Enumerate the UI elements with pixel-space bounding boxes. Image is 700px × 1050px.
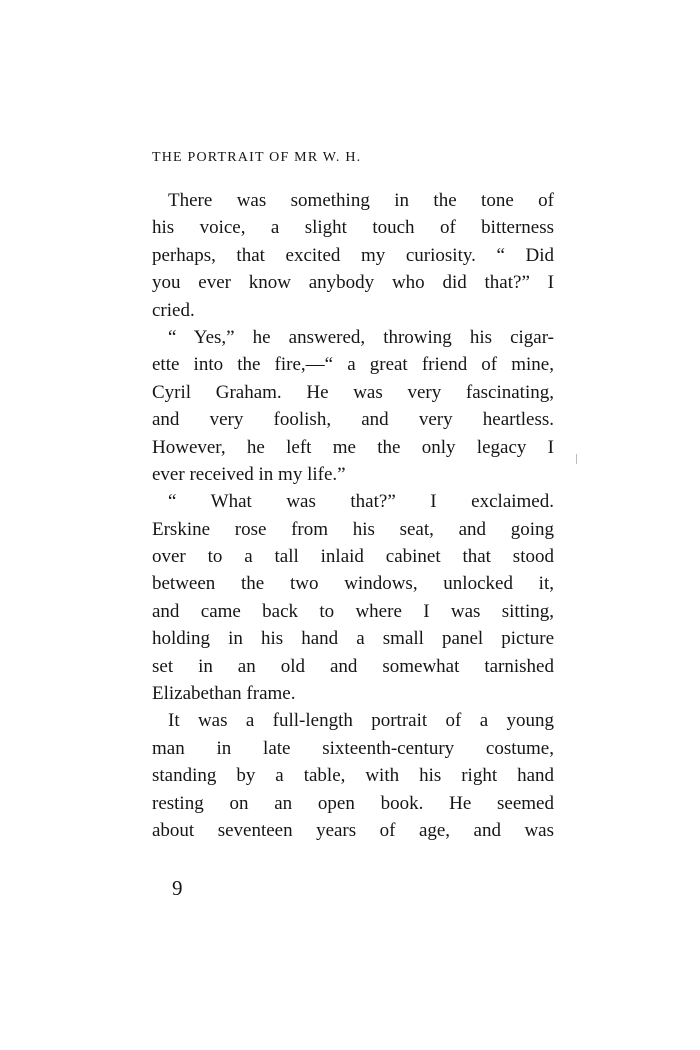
- text-line: standing by a table, with his right hand: [152, 765, 554, 787]
- text-line: perhaps, that excited my curiosity. “ Did: [152, 244, 554, 266]
- paragraph: [152, 187, 554, 324]
- paragraph: [152, 488, 554, 707]
- page-number: 9: [172, 876, 183, 900]
- text-line: you ever know anybody who did that?” I: [152, 272, 554, 294]
- paragraph: [152, 707, 554, 844]
- text-line: ever received in my life.”: [152, 463, 346, 485]
- text-line: between the two windows, unlocked it,: [152, 573, 554, 595]
- text-line: about seventeen years of age, and was: [152, 819, 554, 841]
- paragraph: [152, 324, 554, 488]
- text-line: Cyril Graham. He was very fascinating,: [152, 381, 554, 403]
- text-line: Erskine rose from his seat, and going: [152, 518, 554, 540]
- text-line: cried.: [152, 299, 195, 321]
- text-line: There was something in the tone of: [168, 190, 554, 211]
- text-line: ette into the fire,—“ a great friend of mine,: [152, 354, 554, 376]
- text-line: “ Yes,” he answered, throwing his cigar-: [168, 326, 554, 348]
- text-line: holding in his hand a small panel picture: [152, 628, 554, 650]
- text-line: set in an old and somewhat tarnished: [152, 655, 554, 677]
- body-text: [152, 187, 554, 844]
- text-line: However, he left me the only legacy I: [152, 436, 554, 458]
- text-line: over to a tall inlaid cabinet that stood: [152, 546, 554, 568]
- text-line: his voice, a slight touch of bitterness: [152, 217, 554, 239]
- text-line: and came back to where I was sitting,: [152, 600, 554, 622]
- text-line: man in late sixteenth-century costume,: [152, 737, 554, 759]
- text-line: It was a full-length portrait of a young: [168, 710, 554, 732]
- text-line: Elizabethan frame.: [152, 683, 296, 705]
- text-line: “ What was that?” I exclaimed.: [168, 491, 554, 513]
- text-line: resting on an open book. He seemed: [152, 792, 554, 814]
- margin-mark: [576, 454, 577, 464]
- text-line: and very foolish, and very heartless.: [152, 409, 554, 431]
- running-head: THE PORTRAIT OF MR W. H.: [152, 150, 362, 165]
